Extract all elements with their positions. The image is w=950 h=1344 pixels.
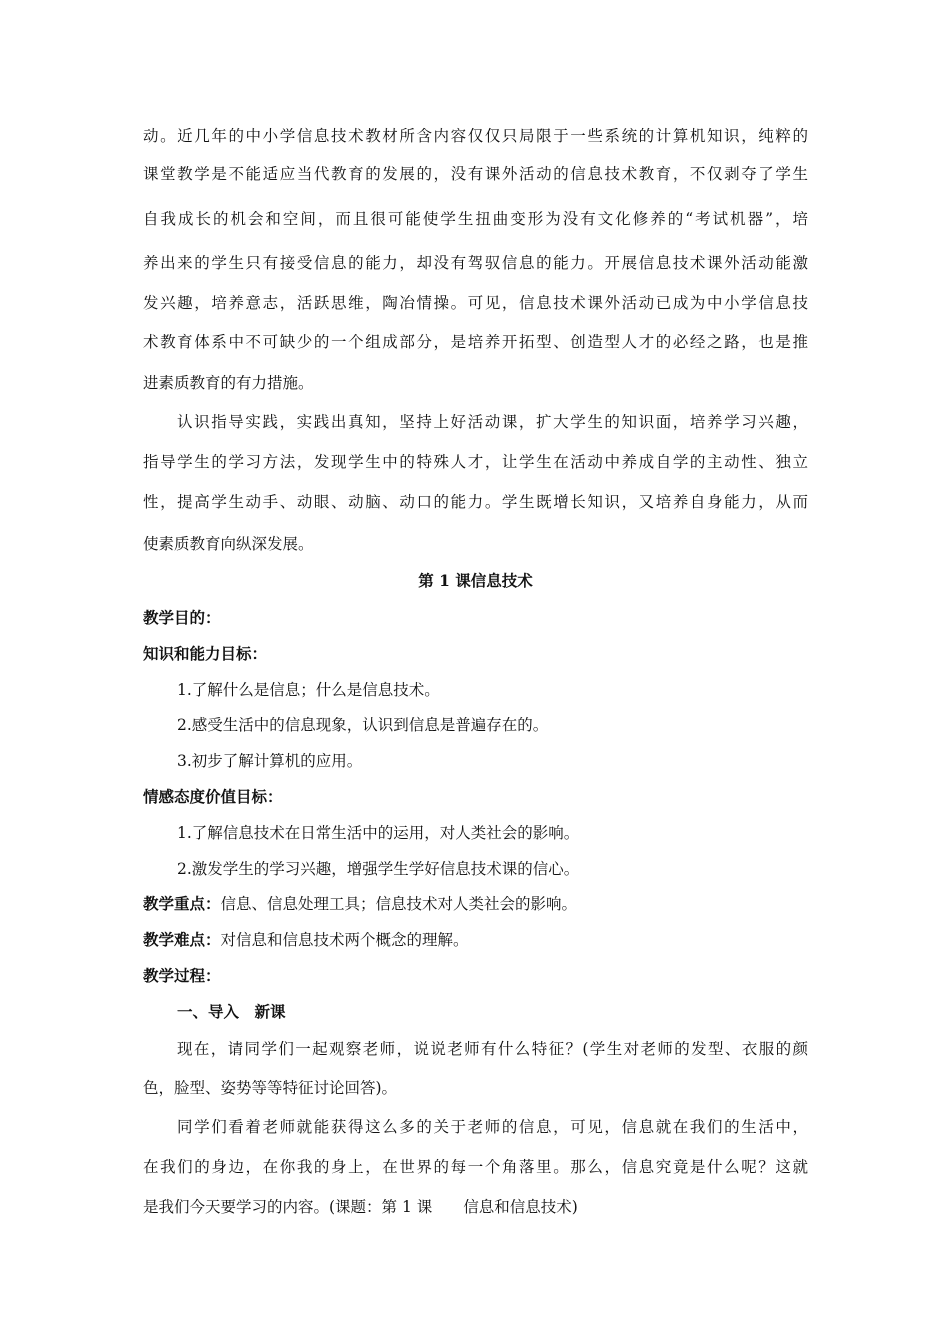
emotion-heading: 情感态度价值目标： (143, 787, 283, 806)
paragraph-line: 自我成长的机会和空间，而且很可能使学生扭曲变形为没有文化修养的“考试机器”，培 (143, 210, 808, 228)
emotion-item: 1.了解信息技术在日常生活中的运用，对人类社会的影响。 (177, 824, 580, 842)
knowledge-item: 1.了解什么是信息；什么是信息技术。 (177, 681, 440, 699)
key-points-label: 教学重点： (143, 894, 221, 913)
knowledge-heading: 知识和能力目标： (143, 644, 268, 663)
difficulties (143, 929, 808, 951)
section-heading: 一、导入 新课 (177, 1002, 286, 1021)
knowledge-item: 3.初步了解计算机的应用。 (177, 752, 363, 770)
paragraph-line: 课堂教学是不能适应当代教育的发展的，没有课外活动的信息技术教育，不仅剥夺了学生 (143, 165, 808, 183)
paragraph-line: 使素质教育向纵深发展。 (143, 535, 314, 553)
key-points (143, 893, 808, 915)
difficulties-label: 教学难点： (143, 930, 221, 949)
paragraph-line: 进素质教育的有力措施。 (143, 374, 314, 392)
paragraph-line: 指导学生的学习方法，发现学生中的特殊人才，让学生在活动中养成自学的主动性、独立 (143, 453, 808, 471)
paragraph-line: 动。近几年的中小学信息技术教材所含内容仅仅只局限于一些系统的计算机知识，纯粹的 (143, 127, 808, 145)
knowledge-item: 2.感受生活中的信息现象，认识到信息是普遍存在的。 (177, 716, 549, 734)
emotion-item: 2.激发学生的学习兴趣，增强学生学好信息技术课的信心。 (177, 860, 580, 878)
paragraph-line: 同学们看着老师就能获得这么多的关于老师的信息，可见，信息就在我们的生活中， (177, 1118, 808, 1136)
paragraph-line: 性，提高学生动手、动眼、动脑、动口的能力。学生既增长知识，又培养自身能力，从而 (143, 493, 808, 511)
paragraph-line: 发兴趣，培养意志，活跃思维，陶冶情操。可见，信息技术课外活动已成为中小学信息技 (143, 294, 808, 312)
paragraph-line: 在我们的身边，在你我的身上，在世界的每一个角落里。那么，信息究竟是什么呢？这就 (143, 1158, 808, 1176)
paragraph-line: 认识指导实践，实践出真知，坚持上好活动课，扩大学生的知识面，培养学习兴趣， (177, 413, 808, 431)
lesson-title: 第 1 课信息技术 (418, 571, 533, 590)
paragraph-line: 色，脸型、姿势等等特征讨论回答)。 (143, 1079, 398, 1097)
objectives-heading: 教学目的： (143, 608, 221, 627)
key-points-text: 信息、信息处理工具；信息技术对人类社会的影响。 (220, 895, 578, 913)
paragraph-line: 现在，请同学们一起观察老师，说说老师有什么特征？(学生对老师的发型、衣服的颜 (177, 1040, 808, 1058)
paragraph-line: 术教育体系中不可缺少的一个组成部分，是培养开拓型、创造型人才的必经之路，也是推 (143, 333, 808, 351)
paragraph-line: 是我们今天要学习的内容。(课题：第 1 课 信息和信息技术) (143, 1198, 578, 1216)
paragraph-line: 养出来的学生只有接受信息的能力，却没有驾驭信息的能力。开展信息技术课外活动能激 (143, 254, 808, 272)
process-heading: 教学过程： (143, 966, 221, 985)
difficulties-text: 对信息和信息技术两个概念的理解。 (220, 931, 469, 949)
